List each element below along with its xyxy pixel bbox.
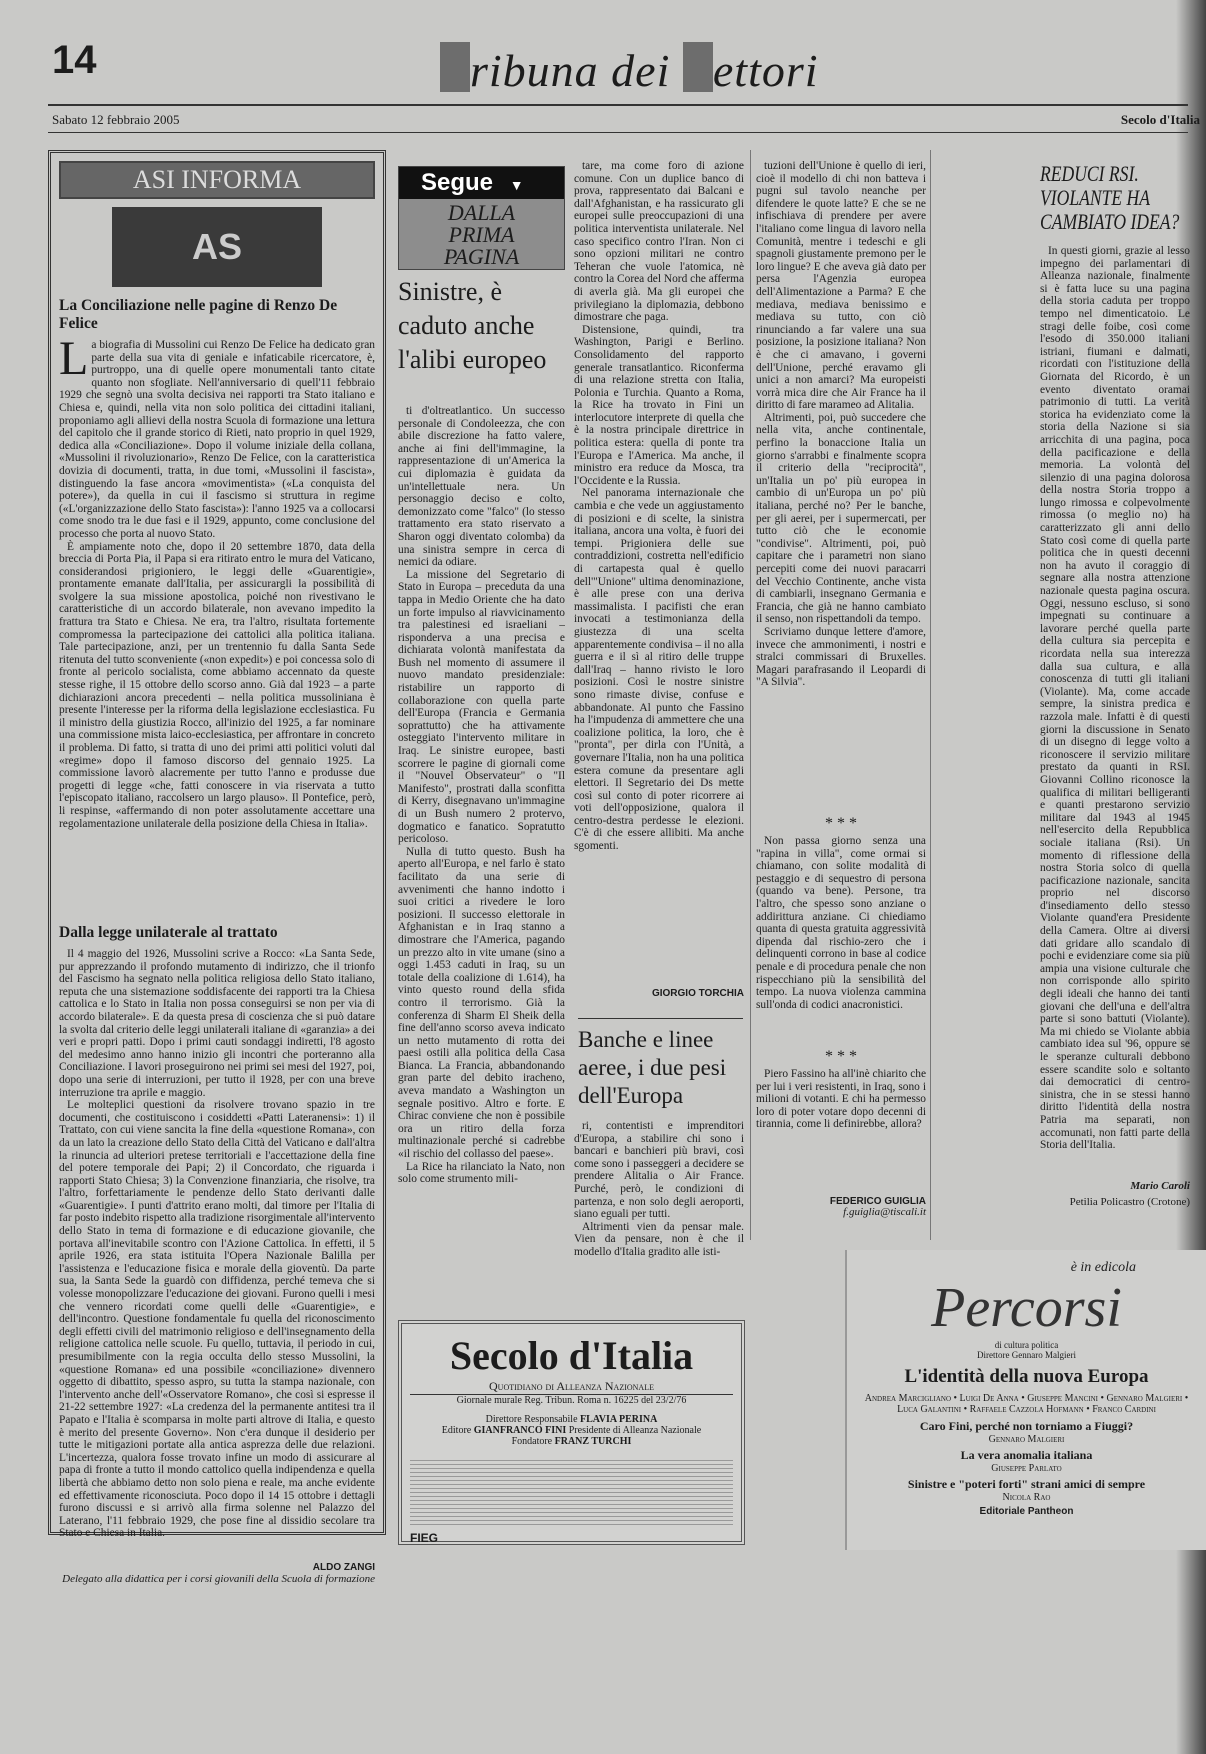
header-rule-bottom [48,132,1188,133]
segue-box [398,166,565,270]
colophon-fine-print [410,1457,733,1527]
percorsi-advert: è in edicola Percorsi di cultura politica Direttore Gennaro Malgieri L'identità della nuova Europa Andrea Marcigliano • Luigi De Anna • Giuseppe Mancini • Gennaro Malgieri • Luca Galantini • Raffaele Cazzola Hofmann • Franco Cardini Caro Fini, perché non torniamo a Fiuggi? Gennaro Malgieri La vera anomalia italiana Giuseppe Parlato Sinistre e "poteri forti" strani amici di sempre Nicola Rao Editoriale Pantheon [845,1250,1206,1550]
section-title: ribuna dei ettori [440,42,819,97]
author-signature: ALDO ZANGI [312,1562,375,1573]
separator-stars: * * * [825,815,857,832]
sinistre-signature: GIORGIO TORCHIA [651,988,744,999]
issue-date: Sabato 12 febbraio 2005 [52,112,180,127]
section-heading: Dalla legge unilaterale al trattato [59,924,278,941]
triangle-down-icon: ▼ [509,177,524,193]
separator-stars: * * * [825,1048,857,1065]
guiglia-signature: FEDERICO GUIGLIA [829,1196,926,1207]
caroli-place: Petilia Policastro (Crotone) [1069,1196,1190,1208]
article-title: La Conciliazione nelle pagine di Renzo De Felice [59,297,338,332]
article-body: La biografia di Mussolini cui Renzo De Felice ha dedicato gran parte della sua vita di geniale e infaticabile ricercatore, è, purtroppo, una di quelle opere monumentali tanto citate quanto non sfogliate. Nell'anniversario di quell'11 febbraio 1929 che segnò una svolta decisiva nei rapporti tra Stato italiano e Chiesa e, quindi, nella vita non solo politica dei cittadini italiani, proponiamo agli allievi della nostra Scuola di formazione una lettura del capitolo che il grande storico di Rieti, nato proprio in quel 1929, dedica alla «Conciliazione». Dopo il volume iniziale della collana, «Mussolini il rivoluzionario», Renzo De Felice, con la caratteristica dovizia di documenti, tratta, in due tomi, «Mussolini il fascista», distinguendo la fase ancora «movimentista» («La conquista del potere»), da quella in cui il fascismo si struttura in regime («L'organizzazione dello Stato fascista»): l'anno 1925 va a collocarsi come snodo tra le due fasi e il 1929, appunto, come conclusione del processo che porta al nuovo Stato. È ampiamente noto che, dopo il 20 settembre 1870, data della breccia di Porta Pia, il Papa si era ritirato entro le mura del Vaticano, considerandosi prigioniero, le leggi delle «Guarentigie», prontamente emanate dall'Italia, per assicurargli la possibilità di svolgere la sua missione apostolica, poiché non rivestivano le caratteristiche di un accordo bilaterale, non avevano impedito la frattura tra Stato e Chiesa. Ne era, tra l'altro, risultata fortemente compromessa la partecipazione dei cattolici alla politica italiana. Tale partecipazione, anzi, per un trentennio fu dalla Santa Sede ritenuta del tutto sconveniente («non expedit») e poi concessa solo di fronte al pericolo socialista, come abbiamo accennato da queste stesse righe, il 15 ottobre dello scorso anno. Già dal 1923 – a parte dichiarazioni ancora precedenti – nella politica mussoliniana è presente l'interesse per la riforma della legislazione ecclesiastica. Fu il ministro della giustizia Rocco, all'inizio del 1925, a far nominare una commissione mista laico-ecclesiastica, per affrontare in concreto il problema. Di fatto, si tratta di uno dei primi atti politici voluti dal «regime» dopo il famoso discorso del gennaio 1925. La commissione lavorò alacremente per tutto l'anno e produsse due progetti di legge «che, fatti conoscere in via riservata a tutto l'episcopato italiano, raccolsero un largo plauso». Il Pontefice, però, li respinse, «affermando di non poter assolutamente accettare una regolamentazione unilaterale della posizione della Chiesa in Italia». [59,339,375,830]
column-rule [750,150,751,1240]
col3-body: tuzioni dell'Unione è quello di ieri, cioè il modello di chi non batteva i pugni sul tavolo neanche per difendere le quote latte? E che se ne infischiava di prendere per avere l'italiano come lingua di lavoro nella Comunità, mentre i tedeschi e gli spagnoli giustamente premono per le loro lingue? E che aveva già dato per persa l'Agenzia europea dell'Alimentazione a Parma? E che mediava, mediava benissimo e mediava su tutto, con ciò rinunciando a far valere una sua posizione, la posizione italiana? Non è che ci amavano, i governi dell'Unione, perché eravamo gli unici a non amarci? Ma europeisti vorrà mica dire che Air France ha il diritto di fare marameo ad Alitalia. Altrimenti, poi, può succedere che nella vita, anche continentale, perfino la bonaccione Italia un giorno s'arrabbi e finalmente scopra il criterio della "reciprocità", un'Italia un po' più europea in cambio di un'Europa un po' più italiana, perché no? Per le banche, per gli aerei, per i supermercati, per tutto ciò che le economie "condivise". Altrimenti, poi, può capitare che i parametri non siano percepiti come dei nuovi paracarri del Vecchio Continente, anche vista di cambiarli, insegnano Germania e Francia, che già ne hanno cambiato il senso, non rispettandoli da tempo. Scriviamo dunque lettere d'amore, invece che ammonimenti, i nostri e stralci commissari di Bruxelles. Magari parafrasando il Leopardi di "A Silvia". [756,160,926,689]
percorsi-logo: Percorsi [931,1277,1122,1339]
author-note: Delegato alla didattica per i corsi giovanili della Scuola di formazione [62,1573,375,1585]
col3-body-2: Non passa giorno senza una "rapina in villa", come ormai si chiamano, con solite modalità di pestaggio e di sequestro di persona (quando va bene). Persone, tra l'altro, che spesso sono anziane o addirittura anziane. Ci chiediamo quanta di questa gratuita aggressività dipenda dal rischio-zero che i delinquenti corrono in base al codice penale e di procedura penale che non rispecchiano più la sensibilità del tempo. La nuova violenza camminа sull'onda di codici anacronistici. [756,835,926,1011]
sinistre-headline: Sinistre, è caduto anche l'alibi europeo [398,277,547,374]
sinistre-col1: ti d'oltreatlantico. Un successo personale di Condoleezza, che con abile discrezione ha fatto valere, anche ai fini dell'immagine, la rappresentazione di un'America la cui diplomazia è guidata da un'intellettuale nera. Un personaggio deciso e colto, demonizzato come "falco" (lo stesso trattamento era stato riservato a Sharon oggi diventato colomba) da una sinistra sempre in cerca di nemici da odiare. La missione del Segretario di Stato in Europa – preceduta da una tappa in Medio Oriente che ha dato un forte impulso al riavvicinamento tra palestinesi ed israeliani – risponderva a una precisa e dichiarata volontà manifestata da Bush nel momento di assumere il nuovo mandato presidenziale: ristabilire un rapporto di collaborazione con quella parte dell'Europa (Francia e Germania soprattutto) che ha attivamente osteggiato l'intervento militare in Iraq. Le sinistre europee, basti scorrere le pagine di giornali come il "Nouvel Observateur" o "Il Manifesto", prostrati dalla sconfitta di Kerry, disegnavano un'immagine di un Bush numero 2 protervo, dogmatico e fanatico. Sopratutto pericoloso. Nulla di tutto questo. Bush ha aperto all'Europa, e nel farlo è stato facilitato da una serie di avvenimenti che hanno indotto i suoi critici a rivedere le loro posizioni. Il successo elettorale in Afghanistan e in Iraq stanno a dimostrare che l'America, pagando un prezzo alto in vite umane (sino a oggi 1.453 caduti in Iraq, su un totale della coalizione di 1.614), ha vinto questo round della sfida contro il terrorismo. Già la conferenza di Sharm El Sheik della fine dell'anno scorso aveva indicato un netto mutamento di rotta dei paesi ostili alla politica della Casa Bianca. La Francia, abbandonando gran parte del debito iracheno, aveva mandato a Washington un segnale positivo. Altro e forte. E Chirac conviene che non è possibile ora un ritiro della forza multinazionale perché si cadrebbe «il rischio del collasso del paese». La Rice ha rilanciato la Nato, non solo come strumento mili- [398,405,565,1186]
guiglia-email[interactable]: f.guiglia@tiscali.it [843,1206,926,1218]
col3-body-3: Piero Fassino ha all'inè chiarito che per lui i veri resistenti, in Iraq, sono i milioni di votanti. E chi ha permesso loro di poter votare dopo decenni di tirannia, come li definirebbe, allora? [756,1068,926,1131]
reduci-headline: REDUCI RSI. VIOLANTE HA CAMBIATO IDEA? [1040,161,1180,234]
fieg-logo: FIEG [410,1531,439,1545]
article-body-2: Il 4 maggio del 1926, Mussolini scrive a Rocco: «La Santa Sede, pur apprezzando il profondo mutamento di indirizzo, che il trionfo del Fascismo ha segnato nella politica religiosa dello Stato italiano, reputa che una sistemazione soddisfacente dei rapporti tra la Chiesa cattolica e lo Stato in Italia non possa conseguirsi se non per via di accordo bilaterale». E da questa presa di coscienza che si può datare la svolta dal criterio delle leggi unilaterali italiane di «garanzia» a dei veri e propri patti. Dopo i primi cauti sondaggi indiretti, l'8 agosto del medesimo anno hanno inizio gli incontri che porteranno alla Conciliazione. I lavori proseguirono nei primi sei mesi del 1927, poi, dopo una serie di interruzioni, per tutto il 1928, per con una breve interruzione tra aprile e maggio. Le molteplici questioni da risolvere trovano spazio in tre documenti, che costituiscono i cosiddetti «Patti Lateranensi»: 1) il Trattato, con cui viene sancita la fine della «questione Romana», con da un lato la creazione dello Stato della Città del Vaticano e dall'altra la rinuncia ad ulteriori pretese territoriali e l'accettazione della fine del potere temporale dei Papi; 2) il Concordato, che riguarda i rapporti Stato Chiesa; 3) la Convenzione finanziaria, che risolve, tra l'altro, forfettariamente le pendenze dello Stato derivanti dalle «Guarentigie». I punti d'attrito erano molti, dal timore per l'Italia di far posto indebito rispetto alla tradizione risorgimentale all'intervento dello Stato in tema di formazione e di educazione giovanile, che portava all'inevitabile scontro con l'Azione Cattolica. In effetti, il 5 aprile 1926, era stata istituita l'Opera Nazionale Balilla per l'assistenza e l'educazione fisica e morale della gioventù. Da parte sua, la Santa Sede la guardò con diffidenza, perché temeva che si volesse monopolizzare l'educazione dei giovani. Furono quelli i mesi che vennero ricordati come quelli delle «Guarentigie», e dell'incontro. Questione fondamentale fu quella del riconoscimento degli effetti civili del matrimonio religioso e dell'insegnamento della religione cattolica nelle scuole. Fu quello, tuttavia, il periodo in cui, presumibilmente con la regia occulta dello stesso Mussolini, la «questione Romana» ed una possibile «conciliazione» divennero oggetto di dibattito, spesso aspro, su tutta la stampa nazionale, con l'intervento anche dell'«Osservatore Romano», che così si espresse il 21-22 settembre 1927: «La credenza del la permanente antitesi tra il Papato e l'Italia è scomparsa in molte parti altrove di Italia, e questo è merito del presente Governo». Non c'era dunque il desiderio per tutte le mitigazioni portate alla antica asprezza delle due relazioni. L'incertezza, qualora fosse trovato infine un modo di assicurare al papa di fronte a tutto il mondo cattolico quella indipendenza e quella libertà che abbiamo detto non solo piena e reale, ma anche evidente ed effettivamente riconosciuta. Poco dopo il 14 15 ottobre i dettagli furono discussi e si arrivò alla firma solenne nel Palazzo del Laterano, l'11 febbraio 1929, che pose fine al dissidio secolare tra Stato e Chiesa in Italia. [59,948,375,1540]
asi-banner: ASI INFORMA [59,161,375,199]
banche-headline: Banche e linee aeree, i due pesi dell'Europa [578,1027,727,1108]
segue-sub: DALLA PRIMA PAGINA [443,200,520,269]
sinistre-col2: tare, ma come foro di azione comune. Con un duplice banco di prova, rappresentato dai Balcani e dall'Afghanistan, e ha rassicurato gli europei sulle preoccupazioni di una politica interventista unilaterale. Nel caso specifico contro l'Iran. Non ci sono opzioni militari ne contro Teheran che vuole l'atomica, nè contro la Corea del Nord che afferma di averla già. Ma gli europei che privilegiano la diplomazia, debbono dimostrare che paga. Distensione, quindi, tra Washington, Parigi e Berlino. Consolidamento del rapporto generale transatlantico. Riconferma di una relazione stretta con Italia, Polonia e Turchia. Quanto a Roma, la Rice ha trovato in Fini un interlocutore interprete di quella che è la nostra principale direttrice in politica estera: quella di ponte tra l'Europa e l'America. Ma anche, il ministro era reduce da Mosca, tra l'Occidente e la Russia. Nel panorama internazionale che cambia e che vede un aggiustamento di posizioni e di scelte, la sinistra italiana, ancora una volta, è fuori dei tempi. Prigioniera delle sue contraddizioni, costretta nell'edificio di cartapesta qual è quello dell'"Unione" ultima denominazione, è alle prese con una deriva massimalista. I pacifisti che eran invocati a testimonianza della giustezza di una scelta apparentemente condivisa – il no alla guerra e il sì al ritiro delle truppe dall'Iraq – hanno rivisto le loro posizioni. Così le nostre sinistre sono rimaste divise, confuse e abbandonate. Al punto che Fassino ha l'impudenza di ammettere che una coalizione politica, la loro, che è "pronta", per dirla con l'Unità, a governare l'Italia, non ha una politica estera comune da presentare agli elettori. Il Segretario dei Ds mette così sul conto di poter ricorrere ai voti dell'opposizione, qualora il centro-destra perdesse le elezioni. C'è di che essere allibiti. Ma anche sgomenti. [574,160,744,853]
caroli-signature: Mario Caroli [1130,1180,1190,1192]
asi-logo: AS [112,207,322,287]
reduci-body: In questi giorni, grazie al lesso impegno dei parlamentari di Alleanza nazionale, finalmente si è fatta luce su una pagina della storia caduta per troppo tempo nel dimenticatoio. Le stragi delle foibe, così come l'esodo di 350.000 italiani istriani, fiumani e dalmati, ricordati con l'istituzione della Giornata del Ricordo, è un evento diventato oramai patrimonio di tutti. La verità storica ha evidenziato come la storia della Nazione si sia arricchita di una pagina, poca della pacificazione e della memoria. La volontà del silenzio di una pagina dolorosa della nostra Storia troppo a lungo rimossa e colpevolmente rimossa (o meglio no) ha caratterizzato gli anni dello Stato così come di quella parte politica che in questi decenni non ha avuto il coraggio di segnare alla nostra attenzione nazionale questa pagina oscura. Oggi, nessuno escluso, si sono impegnati su continuare a lavorare perché quella parte della cultura sia percepita e ricordata nella sua interezza dalla sua cultura, e alla conoscenza di tutti gli italiani (Violante). Ma, come accade sempre, la sinistra predica e razzola male. Infatti è di questi giorni la discussione in Senato di un disegno di legge volto a riconoscere il servizio militare prestato da quanti in RSI. Giovanni Collino riconosce la qualifica di militari belligeranti e quanti prestarono servizio militare dal 1943 al 1945 nell'esercito della Repubblica sociale italiana (Rsi). Un momento di riflessione della nostra Storia solco di quella pacificazione nazionale, sancita proprio nel discorso d'insediamento dello stesso Violante quand'era Presidente della Camera. Oltre ai diversi dati gridare allo scandalo di pochi e evidenziare come sia più ampia una visione culturale che non corrisponde allo spirito degli ideali che hanno dei tanti giovani che dell'una e dell'altra parte si sono battuti (Violante). Ma mi chiedo se Violante abbia cambiato idea sul '96, oppure se le speranze culturali debbono essere scandite solo e soltanto dai democratici di centro-sinistra, che in se stessi hanno diritto l'identità della nostra Patria ma separati, non accomunati, non fatti parte della Storia dell'Italia. [1040,245,1190,1152]
title-cap-block [440,42,470,92]
asi-informa-box [48,150,386,1585]
header-rule [48,104,1188,106]
divider [578,1018,743,1019]
title-cap-block [683,42,713,92]
secolo-logo: Secolo d'Italia [449,1333,694,1378]
secolo-masthead-box: Secolo d'Italia Quotidiano di Alleanza Nazionale Giornale murale Reg. Tribun. Roma n. 16225 del 23/2/76 Direttore Responsabile FLAVIA PERINA Editore GIANFRANCO FINI Presidente di Alleanza Nazionale Fondatore FRANZ TURCHI FIEG [398,1320,745,1545]
banche-body: ri, contentisti e imprenditori d'Europa, a stabilire chi sono i bancari e banchieri più bravi, così come sono i passeggeri a decidere se prendere Alitalia o Air France. Purché, però, le condizioni di partenza, e non solo degli aeroporti, siano eguali per tutti. Altrimenti vien da pensar male. Vien da pensare, non è che il modello d'Italia gradito alle isti- [574,1120,744,1258]
brand-small: Secolo d'Italia [1120,112,1200,127]
drop-cap: L [59,339,89,385]
page-number: 14 [52,38,97,82]
column-rule [930,150,931,1240]
segue-label: Segue ▼ [399,167,564,199]
